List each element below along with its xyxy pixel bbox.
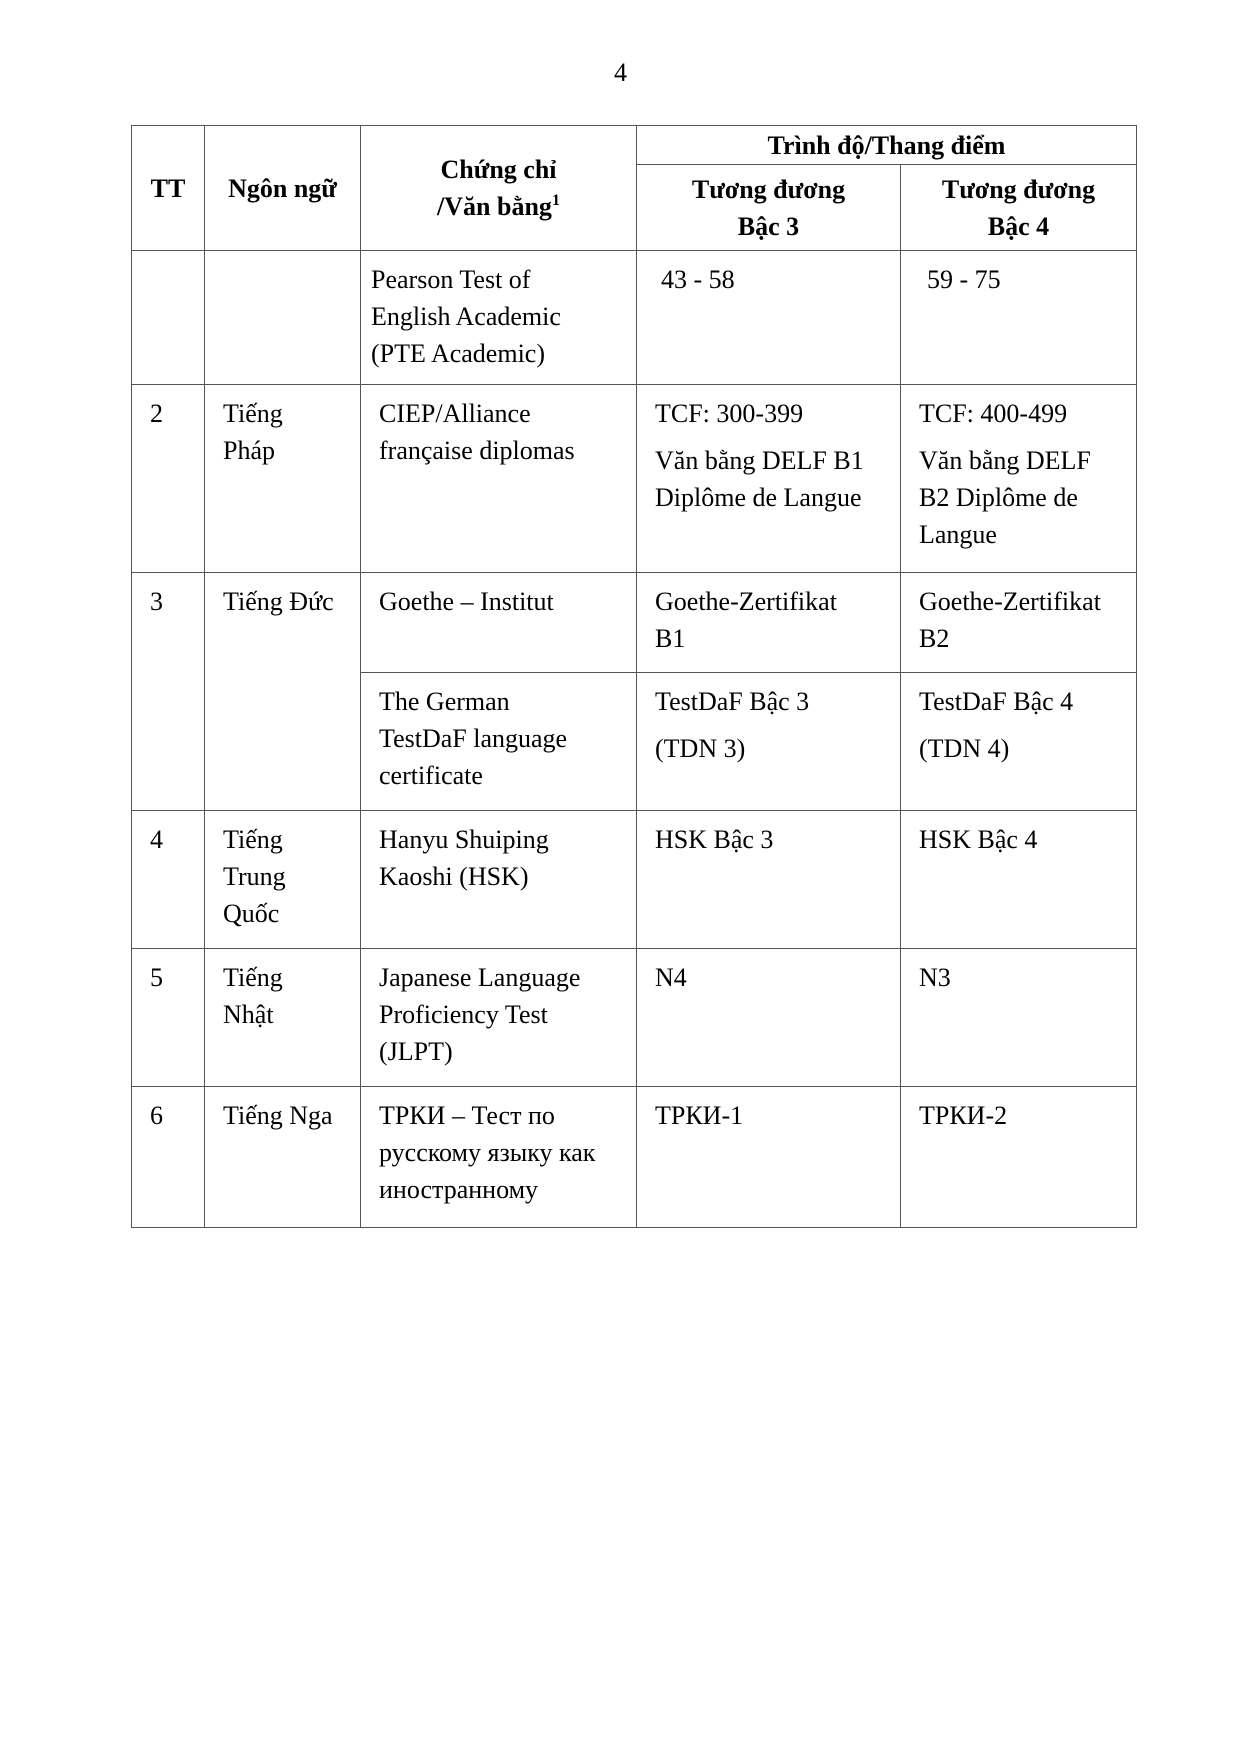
japanese-cert-line1: Japanese Language [379, 963, 581, 992]
cell-certificate-french [361, 385, 637, 573]
cell-level4-pte: 59 - 75 [901, 251, 1137, 385]
french-l3-line3: Diplôme de Langue [655, 483, 862, 512]
cell-certificate-chinese [361, 811, 637, 949]
goethe-l4-line1: Goethe-Zertifikat [919, 587, 1101, 616]
chinese-lang-line3: Quốc [223, 899, 280, 928]
cell-tt-german: 3 [132, 573, 205, 811]
cell-tt-russian: 6 [132, 1087, 205, 1228]
header-level4 [901, 165, 1137, 251]
french-lang-line2: Pháp [223, 436, 275, 465]
russian-cert-line3: иностранному [379, 1175, 539, 1204]
cell-level4-testdaf [901, 673, 1137, 811]
cell-level3-russian: ТРКИ-1 [637, 1087, 901, 1228]
cell-certificate-japanese [361, 949, 637, 1087]
header-certificate [361, 126, 637, 251]
cell-language-chinese [205, 811, 361, 949]
testdaf-l4-line2: (TDN 4) [919, 734, 1010, 763]
chinese-lang-line1: Tiếng [223, 825, 283, 854]
table-row-german-goethe [132, 573, 1137, 673]
testdaf-l4-line1: TestDaF Bậc 4 [919, 687, 1074, 716]
header-language: Ngôn ngữ [205, 126, 361, 251]
header-level4-line2: Bậc 4 [987, 211, 1050, 241]
testdaf-l3-line1: TestDaF Bậc 3 [655, 687, 810, 716]
table-row-russian [132, 1087, 1137, 1228]
japanese-lang-line2: Nhật [223, 1000, 274, 1029]
table-row-chinese [132, 811, 1137, 949]
cell-level4-japanese: N3 [901, 949, 1137, 1087]
cell-certificate-russian [361, 1087, 637, 1228]
chinese-cert-line2: Kaoshi (HSK) [379, 862, 529, 891]
footnote-marker: 1 [551, 192, 560, 209]
cell-certificate-pte [361, 251, 637, 385]
header-tt: TT [132, 126, 205, 251]
cell-level4-russian: ТРКИ-2 [901, 1087, 1137, 1228]
header-certificate-text: /Văn bằng [437, 192, 552, 221]
cell-level3-pte: 43 - 58 [637, 251, 901, 385]
cell-language-german: Tiếng Đức [205, 573, 361, 811]
cell-certificate-goethe: Goethe – Institut [361, 573, 637, 673]
testdaf-l3-line2: (TDN 3) [655, 734, 746, 763]
japanese-lang-line1: Tiếng [223, 963, 283, 992]
russian-cert-line2: русскому языку как [379, 1138, 596, 1167]
japanese-cert-line3: (JLPT) [379, 1037, 453, 1066]
cell-level3-goethe [637, 573, 901, 673]
pte-cert-line1: Pearson Test of [371, 265, 531, 294]
header-certificate-line1: Chứng chỉ [440, 155, 557, 184]
french-lang-line1: Tiếng [223, 399, 283, 428]
french-cert-line1: CIEP/Alliance [379, 399, 531, 428]
chinese-cert-line1: Hanyu Shuiping [379, 825, 549, 854]
goethe-l4-line2: B2 [919, 624, 950, 653]
french-l3-line1: TCF: 300-399 [655, 399, 804, 428]
table-row-pte [132, 251, 1137, 385]
cell-tt-japanese: 5 [132, 949, 205, 1087]
cell-level4-goethe [901, 573, 1137, 673]
testdaf-cert-line2: TestDaF language [379, 724, 568, 753]
language-certificate-table [131, 125, 1137, 1228]
cell-language-empty [205, 251, 361, 385]
goethe-l3-line1: Goethe-Zertifikat [655, 587, 837, 616]
french-cert-line2: française diplomas [379, 436, 575, 465]
cell-certificate-testdaf [361, 673, 637, 811]
cell-language-french [205, 385, 361, 573]
header-level-group: Trình độ/Thang điểm [637, 126, 1137, 165]
table-row-french [132, 385, 1137, 573]
cell-tt-empty [132, 251, 205, 385]
header-level3 [637, 165, 901, 251]
cell-tt-chinese: 4 [132, 811, 205, 949]
goethe-l3-line2: B1 [655, 624, 686, 653]
french-l3-line2: Văn bằng DELF B1 [655, 446, 864, 475]
testdaf-cert-line1: The German [379, 687, 510, 716]
cell-level3-japanese: N4 [637, 949, 901, 1087]
cell-level3-chinese: HSK Bậc 3 [637, 811, 901, 949]
cell-language-japanese [205, 949, 361, 1087]
table-row-japanese [132, 949, 1137, 1087]
page-number: 4 [614, 58, 627, 87]
header-certificate-line2 [367, 188, 630, 225]
french-l4-line3: B2 Diplôme de [919, 483, 1078, 512]
cell-level3-french [637, 385, 901, 573]
french-l4-line1: TCF: 400-499 [919, 399, 1068, 428]
french-l4-line2: Văn bằng DELF [919, 446, 1091, 475]
testdaf-cert-line3: certificate [379, 761, 483, 790]
cell-level4-chinese: HSK Bậc 4 [901, 811, 1137, 949]
cell-language-russian: Tiếng Nga [205, 1087, 361, 1228]
pte-cert-line3: (PTE Academic) [371, 339, 545, 368]
cell-level3-testdaf [637, 673, 901, 811]
japanese-cert-line2: Proficiency Test [379, 1000, 548, 1029]
russian-cert-line1: ТРКИ – Тест по [379, 1101, 555, 1130]
cell-tt-french: 2 [132, 385, 205, 573]
header-level4-line1: Tương đương [941, 174, 1096, 204]
chinese-lang-line2: Trung [223, 862, 286, 891]
french-l4-line4: Langue [919, 520, 997, 549]
pte-cert-line2: English Academic [371, 302, 561, 331]
header-level3-line2: Bậc 3 [737, 211, 800, 241]
cell-level4-french [901, 385, 1137, 573]
header-level3-line1: Tương đương [691, 174, 846, 204]
